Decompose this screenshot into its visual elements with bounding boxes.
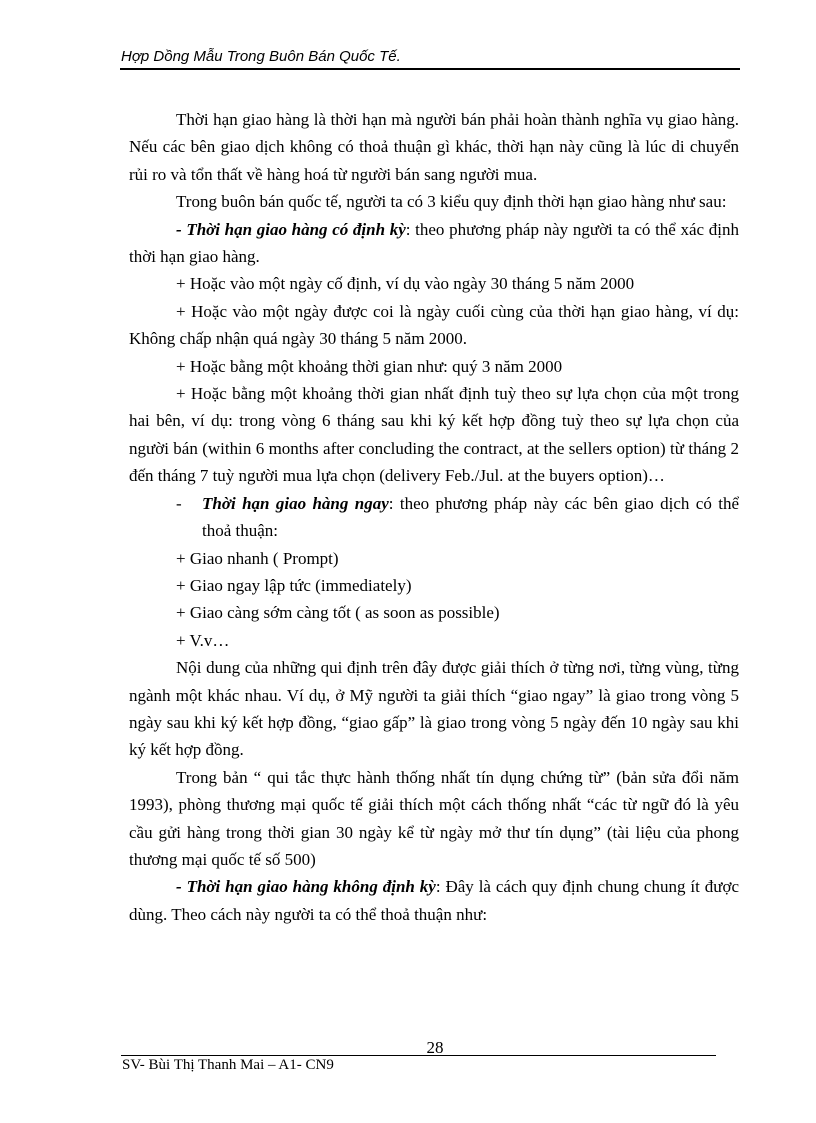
- section-unspecified-delivery-title: - Thời hạn giao hàng không định kỳ: [176, 877, 436, 897]
- section-fixed-delivery: [129, 216, 739, 271]
- section-immediate-delivery: [129, 490, 739, 545]
- list-item: + Giao càng sớm càng tốt ( as soon as possible): [176, 603, 500, 623]
- section-unspecified-delivery: [129, 873, 739, 928]
- section-fixed-delivery-title: - Thời hạn giao hàng có định kỳ: [176, 219, 406, 239]
- section-immediate-delivery-title: Thời hạn giao hàng ngay: [202, 493, 389, 513]
- paragraph-interpretation: Nội dung của những qui định trên đây được giải thích ở từng nơi, từng vùng, từng ngành một khác nhau. Ví dụ, ở Mỹ người ta giải thích “giao ngay” là giao trong vòng 5 ngày sau khi ký kết hợp đồng, “giao gấp” là giao trong vòng 5 ngày đến 10 ngày sau khi ký kết hợp đồng.: [129, 658, 739, 760]
- section-fixed-delivery-text: : theo phương pháp này người ta có thể xác định thời hạn giao hàng.: [129, 219, 739, 267]
- list-item: + Hoặc vào một ngày được coi là ngày cuối cùng của thời hạn giao hàng, ví dụ: Không chấp nhận quá ngày 30 tháng 5 năm 2000.: [129, 301, 739, 349]
- page-number: 28: [426, 1038, 444, 1057]
- section-immediate-delivery-dash: -: [176, 493, 182, 513]
- paragraph-delivery-types: Trong buôn bán quốc tế, người ta có 3 kiểu quy định thời hạn giao hàng như sau:: [176, 192, 727, 212]
- header-rule: [120, 68, 740, 70]
- body-text: [129, 106, 739, 928]
- paragraph-ucp: Trong bản “ qui tắc thực hành thống nhất tín dụng chứng từ” (bản sửa đổi năm 1993), phòng thương mại quốc tế giải thích một cách thống nhất “các từ ngữ đó là yêu cầu gửi hàng trong thời gian 30 ngày kể từ ngày mở thư tín dụng” (tài liệu của phong thương mại quốc tế số 500): [129, 767, 739, 869]
- list-item: + V.v…: [176, 630, 230, 650]
- list-item: + Hoặc bằng một khoảng thời gian nhất định tuỳ theo sự lựa chọn của một trong hai bên, ví dụ: trong vòng 6 tháng sau khi ký kết hợp đồng tuỳ theo sự lựa chọn của người bán (within 6 months after concluding the contract, at the sellers option) từ tháng 2 đến tháng 7 tuỳ người mua lựa chọn (delivery Feb./Jul. at the buyers option)…: [129, 384, 739, 486]
- list-item: + Hoặc bằng một khoảng thời gian như: quý 3 năm 2000: [176, 356, 563, 376]
- section-unspecified-delivery-text: : Đây là cách quy định chung chung ít được dùng. Theo cách này người ta có thể thoả thuận như:: [129, 877, 739, 924]
- paragraph-delivery-definition: Thời hạn giao hàng là thời hạn mà người bán phải hoàn thành nghĩa vụ giao hàng. Nếu các bên giao dịch không có thoả thuận gì khác, thời hạn này cũng là lúc di chuyển rủi ro và tổn thất về hàng hoá từ người bán sang người mua.: [129, 110, 739, 184]
- list-item: + Giao nhanh ( Prompt): [176, 548, 339, 568]
- footer-rule: [121, 1055, 716, 1056]
- footer-author: SV- Bùi Thị Thanh Mai – A1- CN9: [122, 1057, 334, 1073]
- header-title: Hợp Dồng Mẫu Trong Buôn Bán Quốc Tế.: [121, 48, 401, 65]
- section-immediate-delivery-text: : theo phương pháp này các bên giao dịch có thể thoả thuận:: [202, 493, 739, 541]
- list-item: + Hoặc vào một ngày cố định, ví dụ vào ngày 30 tháng 5 năm 2000: [176, 274, 635, 294]
- list-item: + Giao ngay lập tức (immediately): [176, 575, 412, 595]
